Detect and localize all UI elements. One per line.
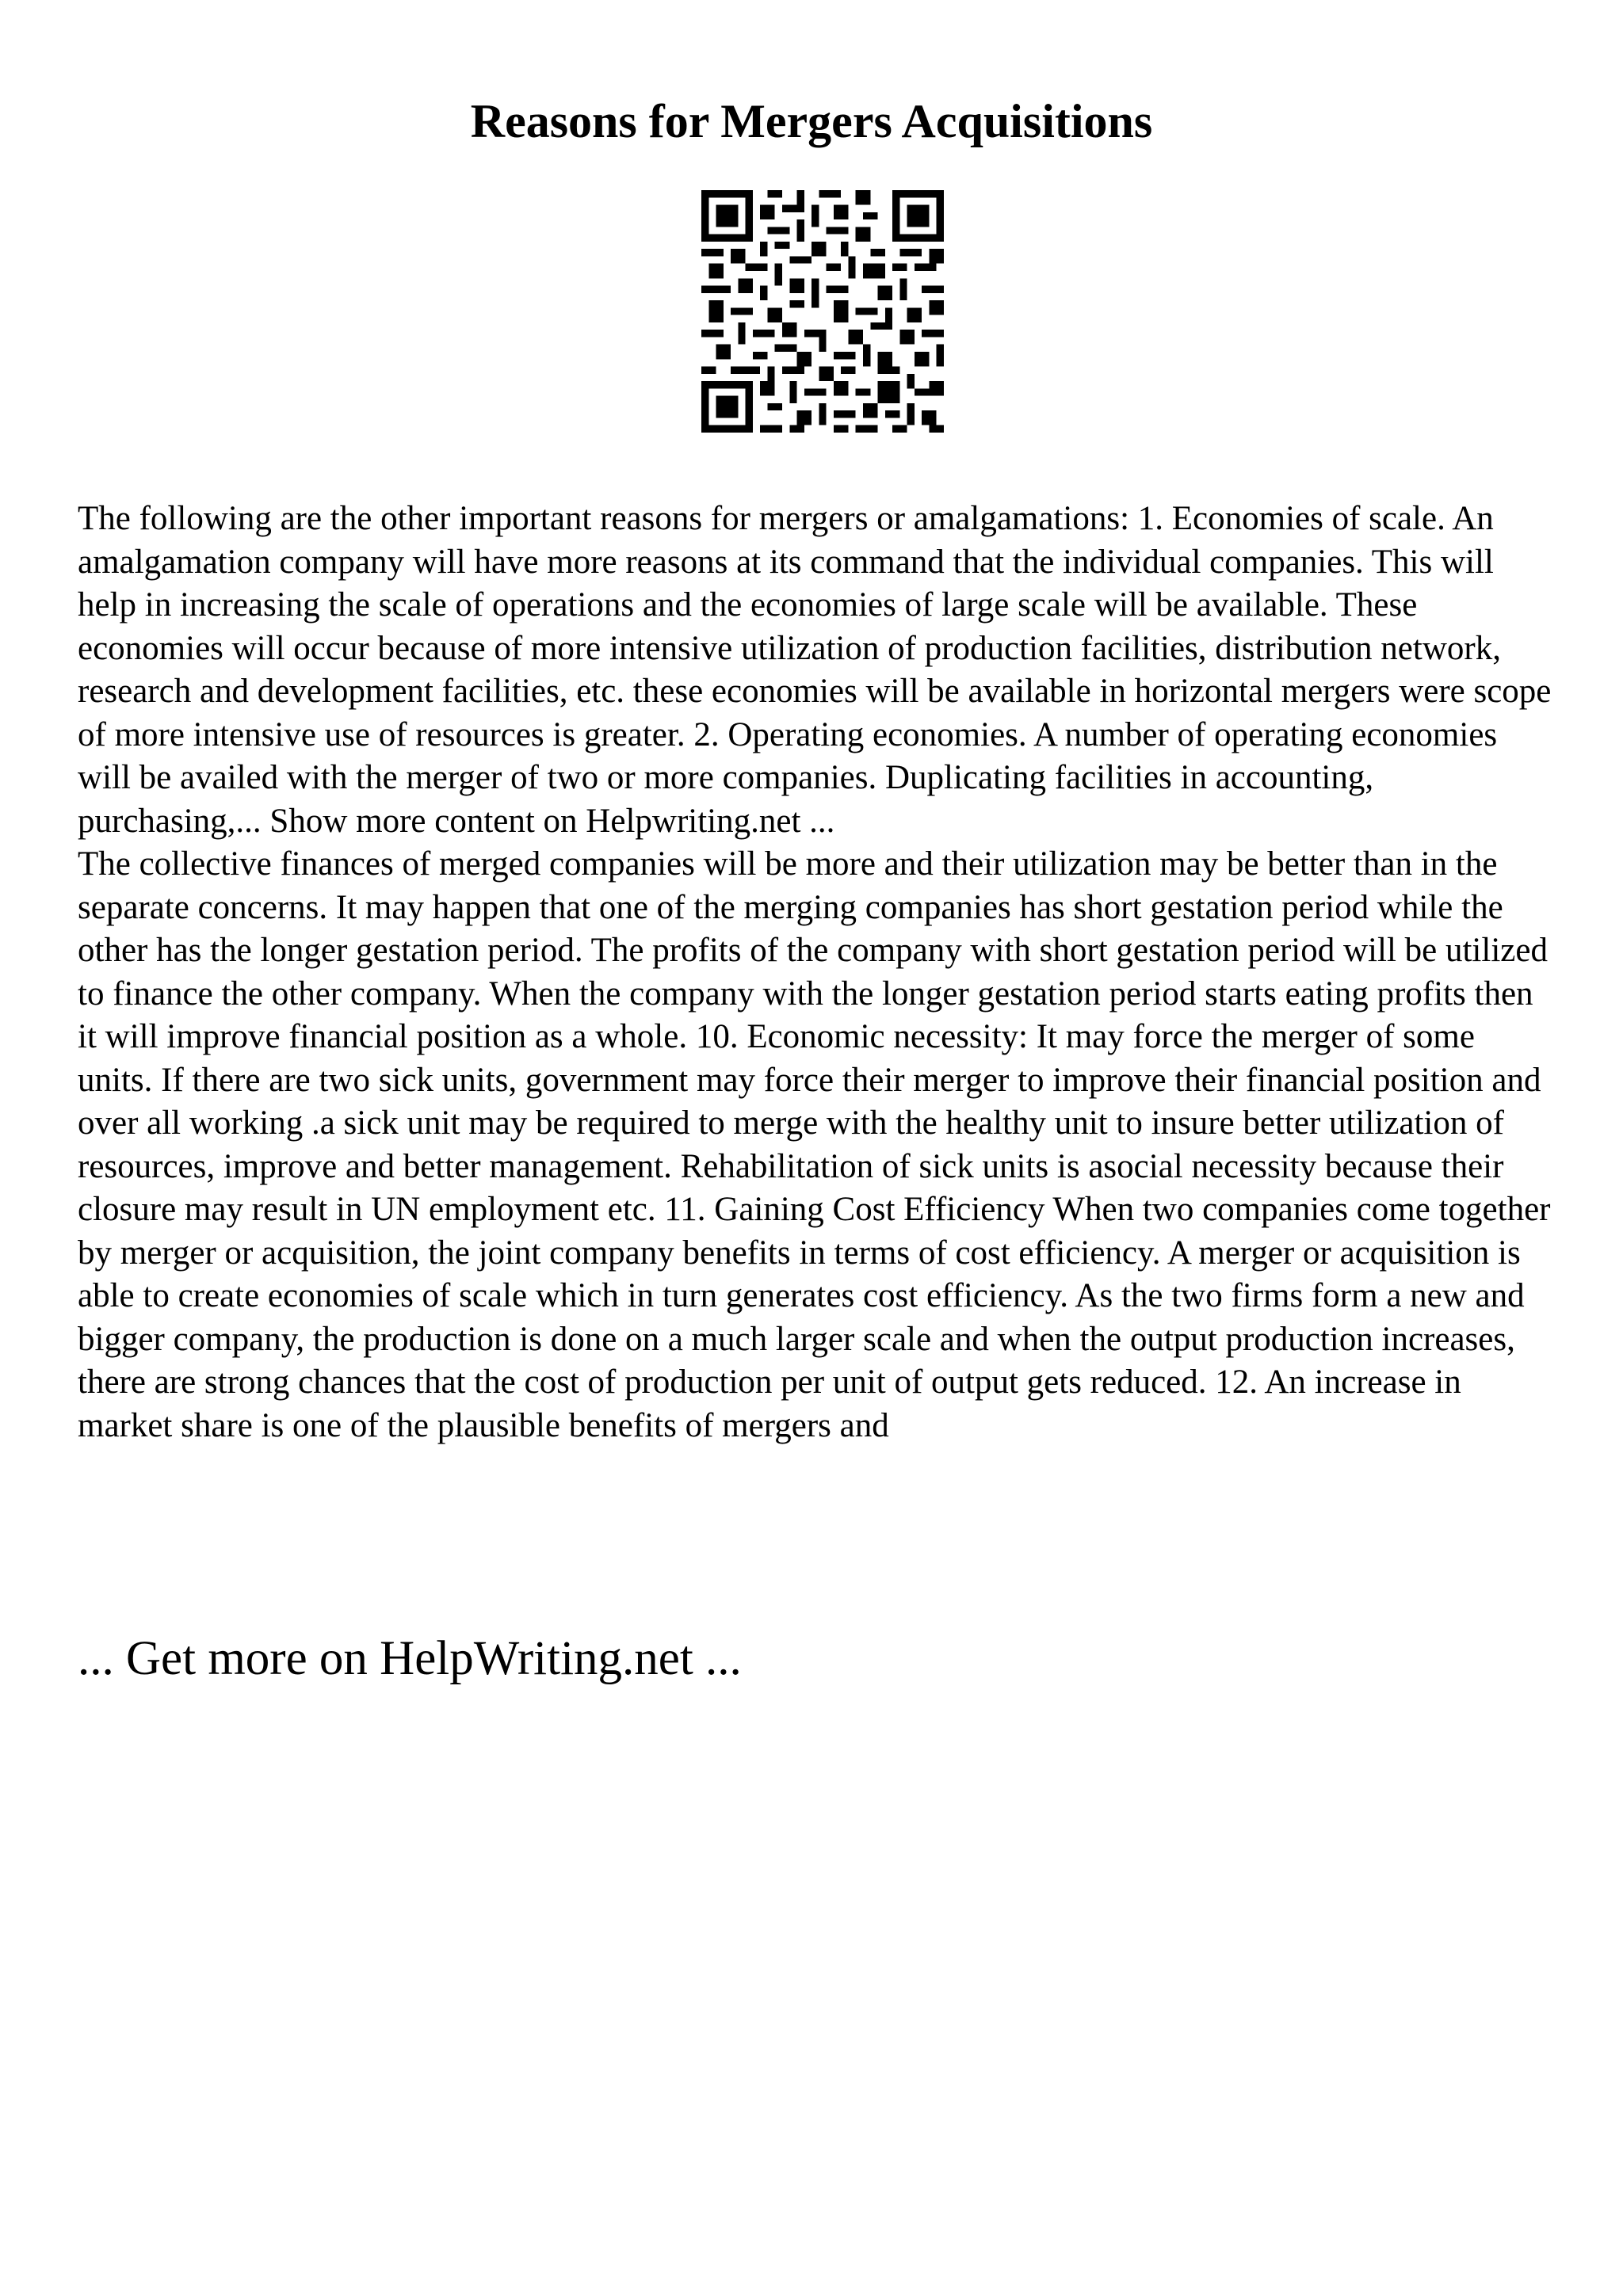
qr-code-icon	[701, 190, 944, 433]
get-more-link[interactable]: ... Get more on HelpWriting.net ...	[78, 1632, 742, 1685]
paragraph-2: The collective finances of merged companies will be more and their utilization may be better than in the separate concerns. It may happen that one of the merging companies has short gestation period while the other has the longer gestation period. The profits of the company with short gestation period will be utilized to finance the other company. When the company with the longer gestation period starts eating profits then it will improve financial position as a whole. 10. Economic necessity: It may force the merger of some units. If there are two sick units, government may force their merger to improve their financial position and over all working .a sick unit may be required to merge with the healthy unit to insure better utilization of resources, improve and better management. Rehabilitation of sick units is asocial necessity because their closure may result in UN employment etc. 11. Gaining Cost Efficiency When two companies come together by merger or acquisition, the joint company benefits in terms of cost efficiency. A merger or acquisition is able to create economies of scale which in turn generates cost efficiency. As the two firms form a new and bigger company, the production is done on a much larger scale and when the output production increases, there are strong chances that the cost of production per unit of output gets reduced. 12. An increase in market share is one of the plausible benefits of mergers and	[78, 845, 1551, 1444]
article-body	[78, 498, 1553, 1447]
paragraph-1: The following are the other important reasons for mergers or amalgamations: 1. Economies of scale. An amalgamation company will have more reasons at its command that the individual companies. This will help in increasing the scale of operations and the economies of large scale will be available. These economies will occur because of more intensive utilization of production facilities, distribution network, research and development facilities, etc. these economies will be available in horizontal mergers were scope of more intensive use of resources is greater. 2. Operating economies. A number of operating economies will be availed with the merger of two or more companies. Duplicating facilities in accounting, purchasing,... Show more content on Helpwriting.net ...	[78, 500, 1552, 840]
document-title: Reasons for Mergers Acquisitions	[470, 95, 1153, 147]
